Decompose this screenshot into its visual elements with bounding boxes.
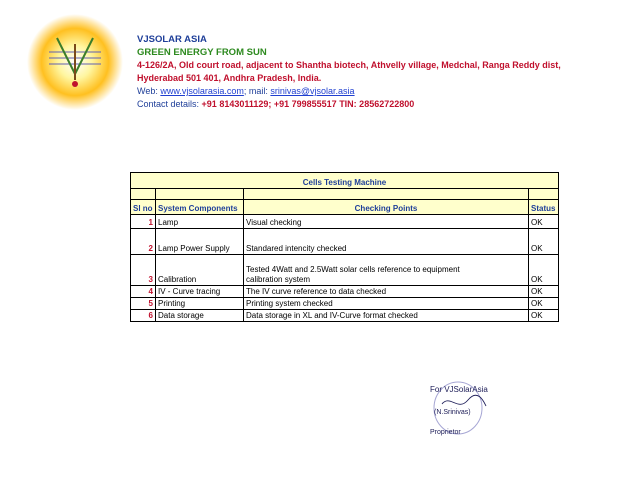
vjsolar-logo [27,14,123,110]
header-points: Checking Points [244,200,529,215]
row-component: Calibration [156,255,244,286]
table-row [131,215,559,229]
row-sl: 5 [131,298,156,310]
cells-testing-table [130,172,559,322]
gap-cell [244,189,529,200]
website-link[interactable]: www.vjsolarasia.com [160,86,244,96]
row-component: IV - Curve tracing [156,286,244,298]
row-component: Lamp Power Supply [156,229,244,255]
row-points-line-2: calibration system [246,275,311,284]
signature-line-2: (N.Srinivas) [434,409,471,416]
address-line-1: 4-126/2A, Old court road, adjacent to Shantha biotech, Athvelly village, Medchal, Ranga Reddy dist, [137,60,561,70]
row-sl: 3 [131,255,156,286]
row-points: The IV curve reference to data checked [244,286,529,298]
row-status: OK [529,310,559,322]
gap-cell [529,189,559,200]
gap-cell [131,189,156,200]
table-row [131,310,559,322]
signature-line-3: Proprietor [430,429,461,436]
row-component: Printing [156,298,244,310]
row-points-line-1: Tested 4Watt and 2.5Watt solar cells reference to equipment [246,265,460,274]
row-points [244,255,529,286]
table-title-row [131,173,559,189]
row-sl: 6 [131,310,156,322]
row-sl: 1 [131,215,156,229]
contact-label: Contact details: [137,99,202,109]
mail-label: ; mail: [243,86,271,96]
table-row [131,229,559,255]
letterhead [137,33,632,111]
gap-cell [156,189,244,200]
row-status: OK [529,229,559,255]
header-status: Status [529,200,559,215]
row-sl: 4 [131,286,156,298]
row-status: OK [529,298,559,310]
table-row [131,298,559,310]
row-points: Printing system checked [244,298,529,310]
row-points: Visual checking [244,215,529,229]
table-gap-row [131,189,559,200]
row-status: OK [529,255,559,286]
header-component: System Components [156,200,244,215]
header-sl: Sl no [131,200,156,215]
row-status: OK [529,215,559,229]
contact-line [137,98,632,111]
email-link[interactable]: srinivas@vjsolar.asia [270,86,355,96]
table-header-row [131,200,559,215]
signature-stamp [428,378,508,438]
web-mail-line [137,85,632,98]
row-points: Standared intencity checked [244,229,529,255]
row-points: Data storage in XL and IV-Curve format checked [244,310,529,322]
company-tagline: GREEN ENERGY FROM SUN [137,47,267,58]
row-component: Data storage [156,310,244,322]
web-label: Web: [137,86,161,96]
table-title: Cells Testing Machine [131,173,559,189]
table-row [131,286,559,298]
row-component: Lamp [156,215,244,229]
row-sl: 2 [131,229,156,255]
company-name: VJSOLAR ASIA [137,34,207,45]
signature-line-1: For VJSolarAsia [430,385,488,394]
address-line-2: Hyderabad 501 401, Andhra Pradesh, India. [137,73,322,83]
contact-values: +91 8143011129; +91 799855517 TIN: 28562722800 [201,99,415,109]
table-row [131,255,559,286]
row-status: OK [529,286,559,298]
